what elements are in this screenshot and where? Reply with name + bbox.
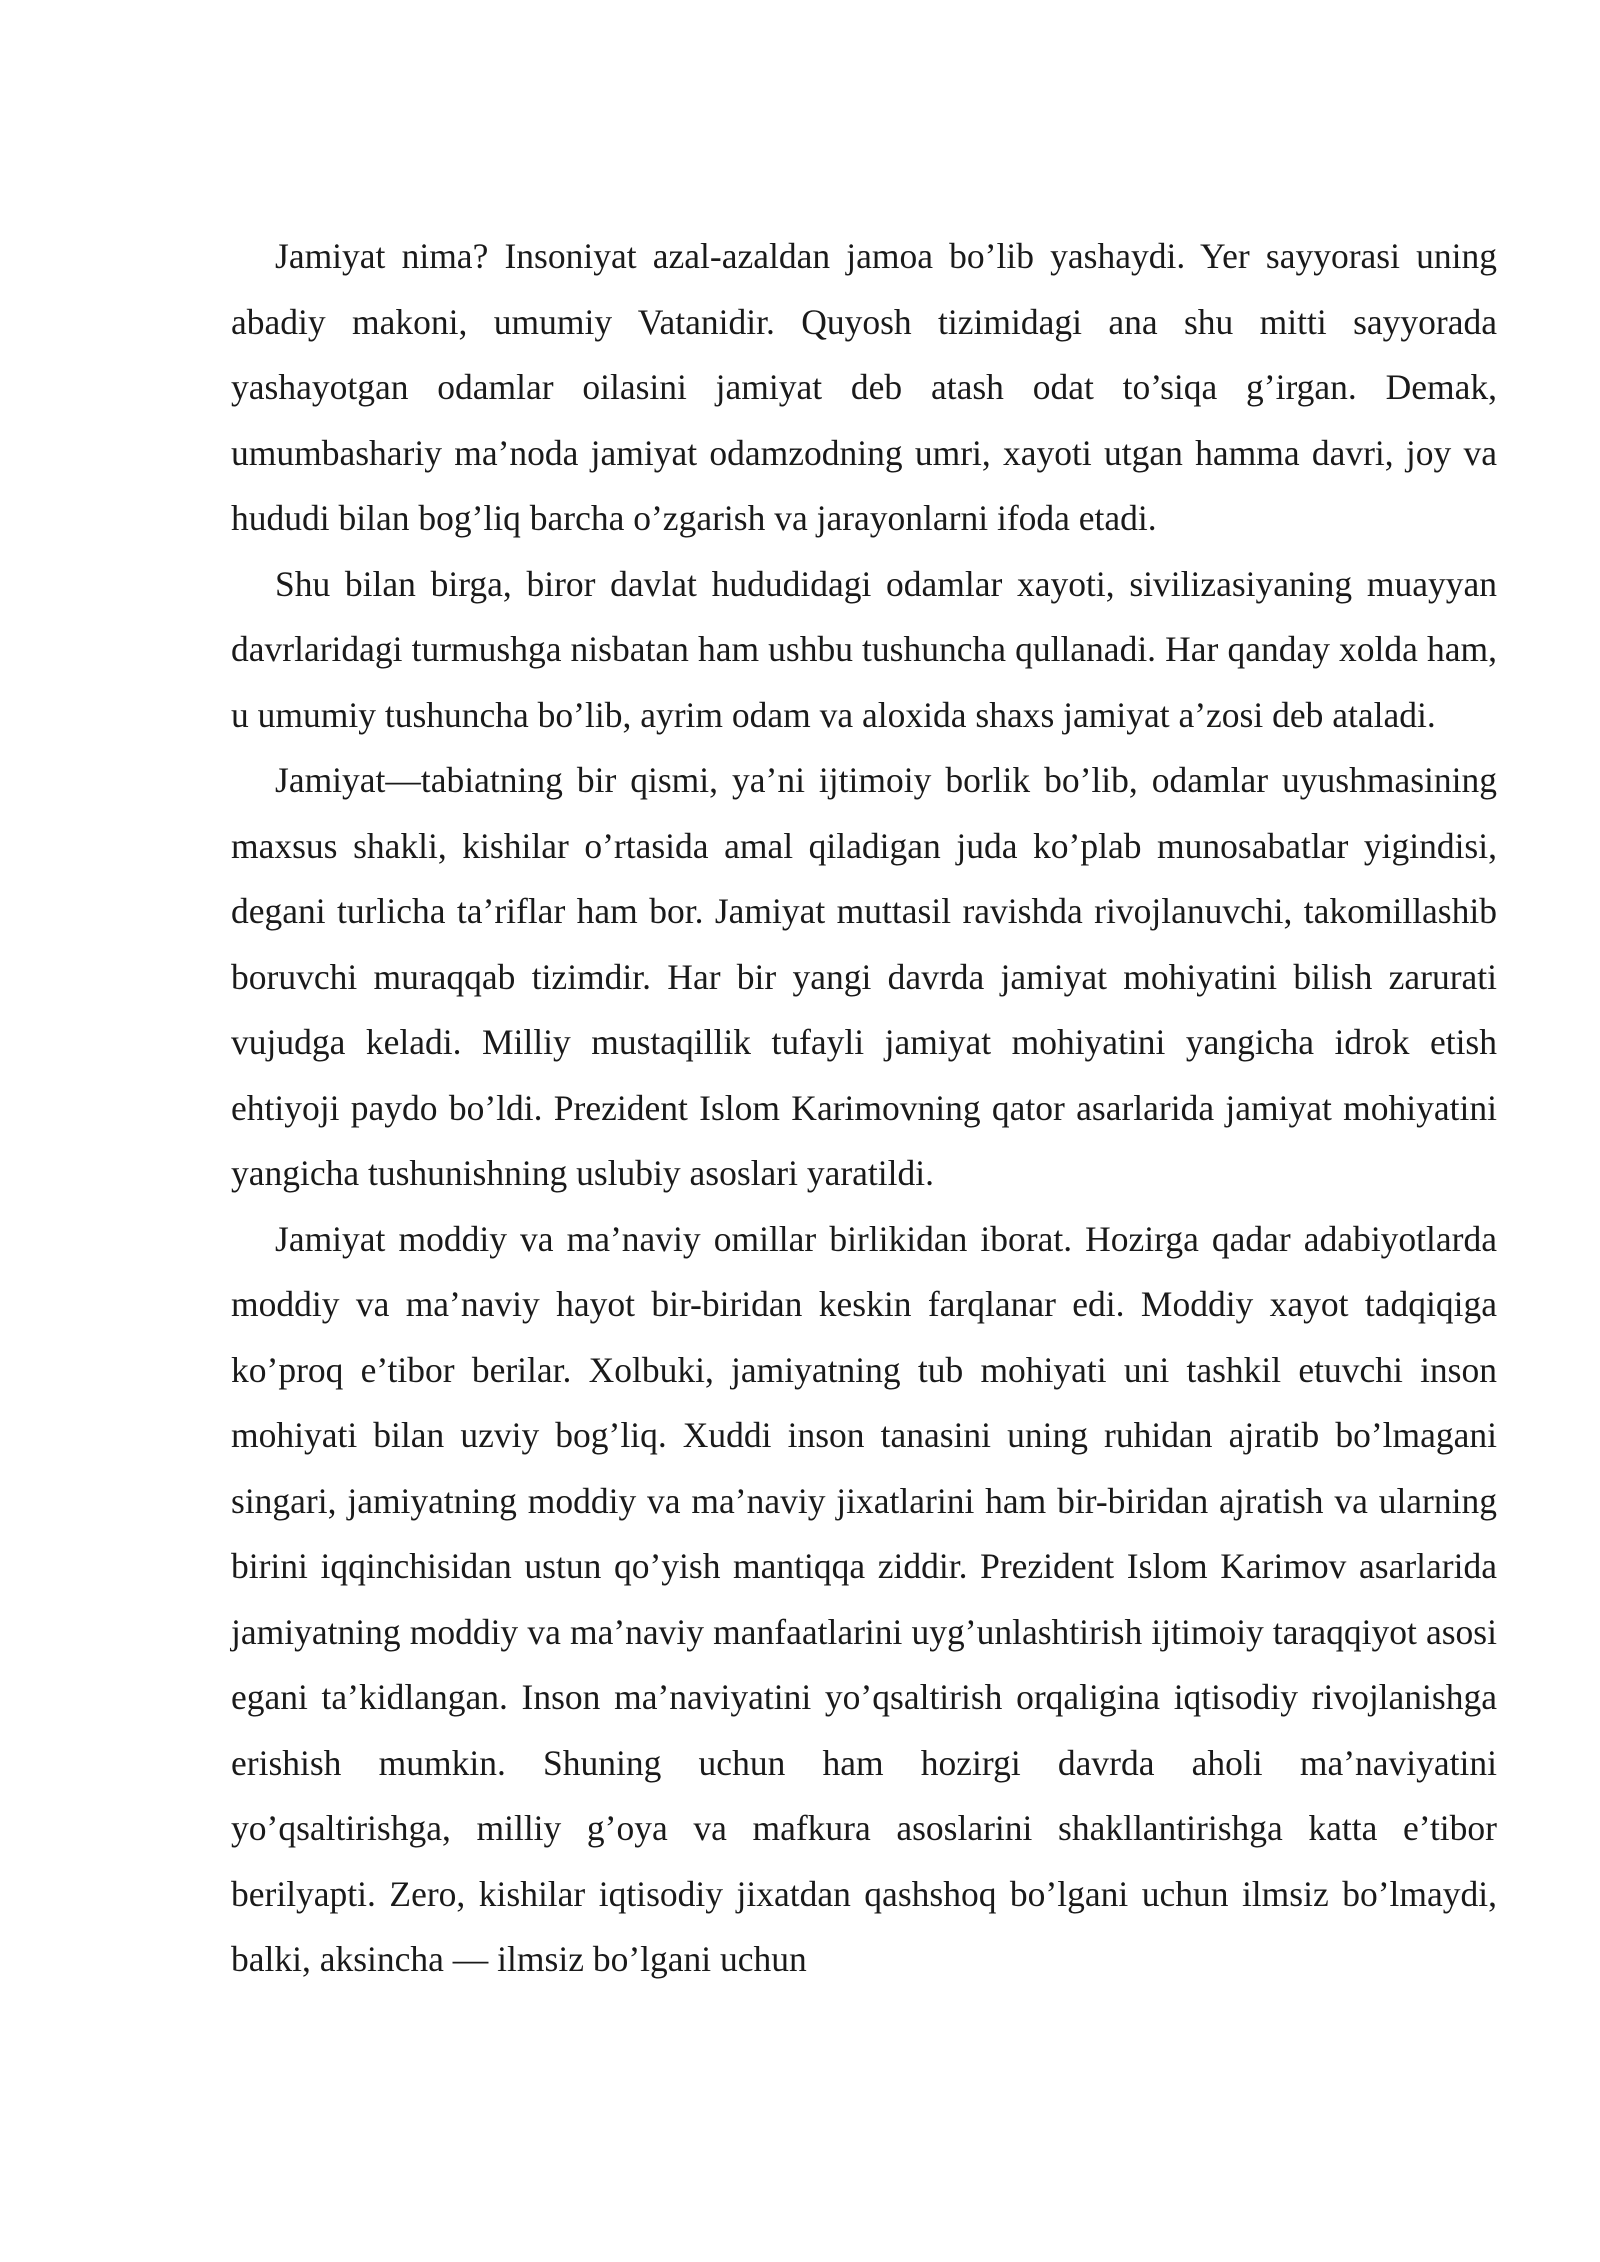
paragraph-1: Jamiyat nima? Insoniyat azal-azaldan jamoa bo’lib yashaydi. Yer sayyorasi uning abadiy makoni, umumiy Vatanidir. Quyosh tizimidagi ana shu mitti sayyorada yashayotgan odamlar oilasini jamiyat deb atash odat to’siqa g’irgan. Demak, umumbashariy ma’noda jamiyat odamzodning umri, xayoti utgan hamma davri, joy va hududi bilan bog’liq barcha o’zgarish va jarayonlarni ifoda etadi. <box>231 236 1497 538</box>
body-text <box>231 224 1497 1993</box>
paragraph-2: Shu bilan birga, biror davlat hududidagi odamlar xayoti, sivilizasiyaning muayyan davrlaridagi turmushga nisbatan ham ushbu tushuncha qullanadi. Har qanday xolda ham, u umumiy tushuncha bo’lib, ayrim odam va aloxida shaxs jamiyat a’zosi deb ataladi. <box>231 563 1497 735</box>
paragraph-3: Jamiyat—tabiatning bir qismi, ya’ni ijtimoiy borlik bo’lib, odamlar uyushmasining maxsus shakli, kishilar o’rtasida amal qiladigan juda ko’plab munosabatlar yigindisi, degani turlicha ta’riflar ham bor. Jamiyat muttasil ravishda rivojlanuvchi, takomillashib boruvchi muraqqab tizimdir. Har bir yangi davrda jamiyat mohiyatini bilish zarurati vujudga keladi. Milliy mustaqillik tufayli jamiyat mohiyatini yangicha idrok etish ehtiyoji paydo bo’ldi. Prezident Islom Karimovning qator asarlarida jamiyat mohiyatini yangicha tushunishning uslubiy asoslari yaratildi. <box>231 760 1497 1193</box>
paragraph-4: Jamiyat moddiy va ma’naviy omillar birlikidan iborat. Hozirga qadar adabiyotlarda moddiy va ma’naviy hayot bir-biridan keskin farqlanar edi. Moddiy xayot tadqiqiga ko’proq e’tibor berilar. Xolbuki, jamiyatning tub mohiyati uni tashkil etuvchi inson mohiyati bilan uzviy bog’liq. Xuddi inson tanasini uning ruhidan ajratib bo’lmagani singari, jamiyatning moddiy va ma’naviy jixatlarini ham bir-biridan ajratish va ularning birini iqqinchisidan ustun qo’yish mantiqqa ziddir. Prezident Islom Karimov asarlarida jamiyatning moddiy va ma’naviy manfaatlarini uyg’unlashtirish ijtimoiy taraqqiyot asosi egani ta’kidlangan. Inson ma’naviyatini yo’qsaltirish orqaligina iqtisodiy rivojlanishga erishish mumkin. Shuning uchun ham hozirgi davrda aholi ma’naviyatini yo’qsaltirishga, milliy g’oya va mafkura asoslarini shakllantirishga katta e’tibor berilyapti. Zero, kishilar iqtisodiy jixatdan qashshoq bo’lgani uchun ilmsiz bo’lmaydi, balki, aksincha — ilmsiz bo’lgani uchun <box>231 1218 1497 1979</box>
